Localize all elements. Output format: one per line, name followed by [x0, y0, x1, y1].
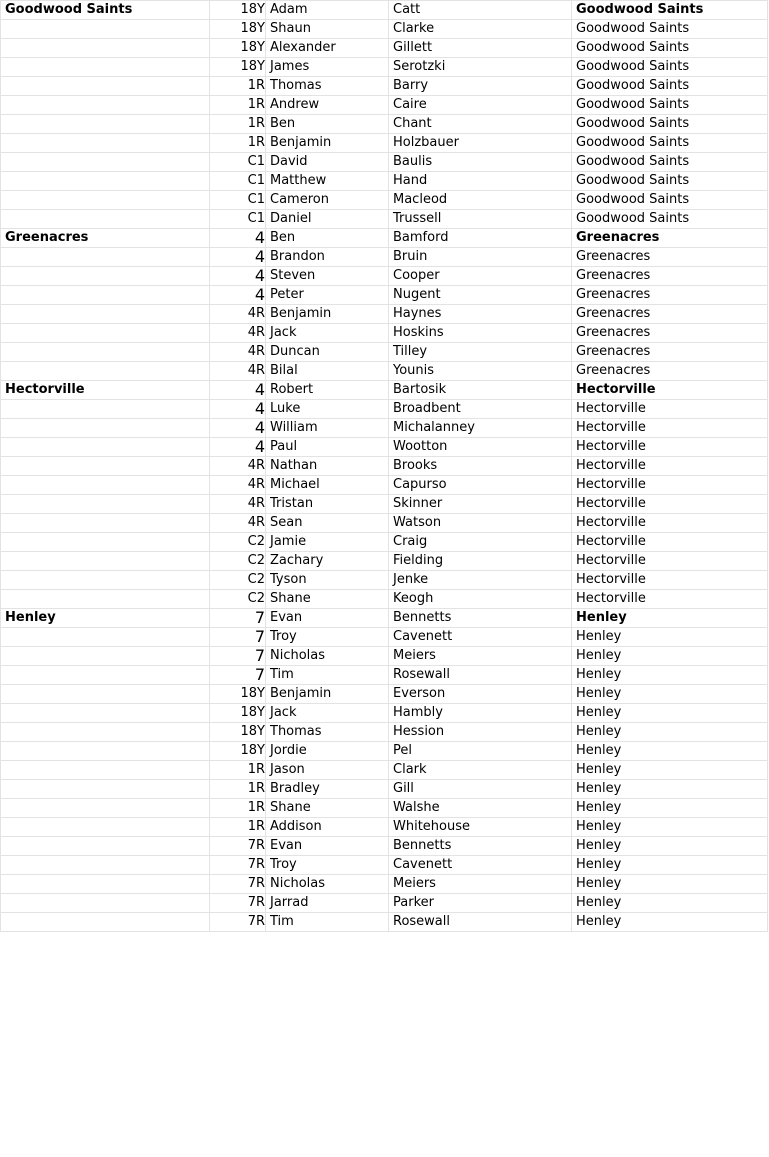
table-row — [1, 856, 768, 875]
team-name-cell[interactable] — [1, 248, 210, 267]
first-name-cell[interactable]: Jarrad — [266, 894, 389, 913]
last-name-cell[interactable]: Craig — [389, 533, 572, 552]
grade-cell[interactable]: C1 — [210, 210, 266, 229]
club-cell[interactable]: Goodwood Saints — [572, 39, 768, 58]
table-row — [1, 647, 768, 666]
first-name-cell[interactable]: Alexander — [266, 39, 389, 58]
team-name-cell[interactable] — [1, 799, 210, 818]
grade-cell[interactable]: 7R — [210, 856, 266, 875]
last-name-cell[interactable]: Capurso — [389, 476, 572, 495]
club-cell[interactable]: Henley — [572, 799, 768, 818]
team-name-cell[interactable] — [1, 286, 210, 305]
table-row — [1, 172, 768, 191]
grade-cell[interactable]: 4R — [210, 457, 266, 476]
team-name-cell[interactable] — [1, 742, 210, 761]
last-name-cell[interactable]: Parker — [389, 894, 572, 913]
club-cell[interactable]: Goodwood Saints — [572, 1, 768, 20]
grade-cell[interactable]: 4 — [210, 381, 266, 400]
grade-cell[interactable]: 1R — [210, 780, 266, 799]
first-name-cell[interactable]: Shane — [266, 590, 389, 609]
team-name-cell[interactable] — [1, 856, 210, 875]
first-name-cell[interactable]: Tristan — [266, 495, 389, 514]
table-row — [1, 286, 768, 305]
club-cell[interactable]: Goodwood Saints — [572, 172, 768, 191]
first-name-cell[interactable]: David — [266, 153, 389, 172]
table-row — [1, 153, 768, 172]
last-name-cell[interactable]: Broadbent — [389, 400, 572, 419]
first-name-cell[interactable]: Benjamin — [266, 134, 389, 153]
table-row — [1, 704, 768, 723]
first-name-cell[interactable]: Ben — [266, 115, 389, 134]
first-name-cell[interactable]: Jason — [266, 761, 389, 780]
grade-cell[interactable]: 7 — [210, 666, 266, 685]
team-name-cell[interactable] — [1, 913, 210, 932]
club-cell[interactable]: Henley — [572, 818, 768, 837]
table-row — [1, 362, 768, 381]
club-cell[interactable]: Goodwood Saints — [572, 20, 768, 39]
table-row — [1, 609, 768, 628]
club-cell[interactable]: Henley — [572, 837, 768, 856]
last-name-cell[interactable]: Tilley — [389, 343, 572, 362]
first-name-cell[interactable]: Daniel — [266, 210, 389, 229]
last-name-cell[interactable]: Bennetts — [389, 609, 572, 628]
first-name-cell[interactable]: Shane — [266, 799, 389, 818]
club-cell[interactable]: Goodwood Saints — [572, 134, 768, 153]
last-name-cell[interactable]: Hession — [389, 723, 572, 742]
first-name-cell[interactable]: William — [266, 419, 389, 438]
table-row — [1, 780, 768, 799]
club-cell[interactable]: Hectorville — [572, 495, 768, 514]
team-name-cell[interactable] — [1, 704, 210, 723]
table-row — [1, 590, 768, 609]
first-name-cell[interactable]: Michael — [266, 476, 389, 495]
last-name-cell[interactable]: Cavenett — [389, 856, 572, 875]
first-name-cell[interactable]: Thomas — [266, 77, 389, 96]
last-name-cell[interactable]: Catt — [389, 1, 572, 20]
table-row — [1, 419, 768, 438]
club-cell[interactable]: Goodwood Saints — [572, 58, 768, 77]
table-row — [1, 267, 768, 286]
table-row — [1, 666, 768, 685]
club-cell[interactable]: Henley — [572, 628, 768, 647]
first-name-cell[interactable]: Peter — [266, 286, 389, 305]
team-name-cell[interactable]: Hectorville — [1, 381, 210, 400]
grade-cell[interactable]: 4R — [210, 514, 266, 533]
table-row — [1, 210, 768, 229]
table-row — [1, 134, 768, 153]
grade-cell[interactable]: 7R — [210, 875, 266, 894]
club-cell[interactable]: Goodwood Saints — [572, 191, 768, 210]
table-row — [1, 533, 768, 552]
first-name-cell[interactable]: Bilal — [266, 362, 389, 381]
team-name-cell[interactable] — [1, 628, 210, 647]
first-name-cell[interactable]: Tyson — [266, 571, 389, 590]
team-name-cell[interactable] — [1, 39, 210, 58]
club-cell[interactable]: Greenacres — [572, 267, 768, 286]
team-name-cell[interactable] — [1, 495, 210, 514]
grade-cell[interactable]: 4 — [210, 229, 266, 248]
first-name-cell[interactable]: Zachary — [266, 552, 389, 571]
club-cell[interactable]: Greenacres — [572, 362, 768, 381]
team-name-cell[interactable] — [1, 419, 210, 438]
club-cell[interactable]: Hectorville — [572, 438, 768, 457]
table-row — [1, 476, 768, 495]
team-name-cell[interactable] — [1, 723, 210, 742]
first-name-cell[interactable]: Luke — [266, 400, 389, 419]
team-name-cell[interactable] — [1, 324, 210, 343]
team-name-cell[interactable] — [1, 761, 210, 780]
last-name-cell[interactable]: Baulis — [389, 153, 572, 172]
last-name-cell[interactable]: Chant — [389, 115, 572, 134]
club-cell[interactable]: Greenacres — [572, 248, 768, 267]
club-cell[interactable]: Greenacres — [572, 324, 768, 343]
first-name-cell[interactable]: Troy — [266, 628, 389, 647]
grade-cell[interactable]: 18Y — [210, 742, 266, 761]
grade-cell[interactable]: 7R — [210, 913, 266, 932]
first-name-cell[interactable]: Jamie — [266, 533, 389, 552]
first-name-cell[interactable]: Jack — [266, 704, 389, 723]
table-row — [1, 400, 768, 419]
grade-cell[interactable]: C2 — [210, 533, 266, 552]
grade-cell[interactable]: C1 — [210, 172, 266, 191]
grade-cell[interactable]: 18Y — [210, 685, 266, 704]
last-name-cell[interactable]: Michalanney — [389, 419, 572, 438]
last-name-cell[interactable]: Skinner — [389, 495, 572, 514]
team-name-cell[interactable] — [1, 191, 210, 210]
table-row — [1, 305, 768, 324]
last-name-cell[interactable]: Hambly — [389, 704, 572, 723]
grade-cell[interactable]: 7 — [210, 609, 266, 628]
first-name-cell[interactable]: Evan — [266, 837, 389, 856]
table-row — [1, 723, 768, 742]
first-name-cell[interactable]: Tim — [266, 913, 389, 932]
club-cell[interactable]: Greenacres — [572, 286, 768, 305]
grade-cell[interactable]: 7R — [210, 837, 266, 856]
table-row — [1, 799, 768, 818]
team-name-cell[interactable] — [1, 210, 210, 229]
grade-cell[interactable]: 7R — [210, 894, 266, 913]
first-name-cell[interactable]: Nicholas — [266, 647, 389, 666]
last-name-cell[interactable]: Brooks — [389, 457, 572, 476]
club-cell[interactable]: Greenacres — [572, 305, 768, 324]
table-row — [1, 514, 768, 533]
team-name-cell[interactable] — [1, 647, 210, 666]
team-name-cell[interactable] — [1, 134, 210, 153]
club-cell[interactable]: Goodwood Saints — [572, 96, 768, 115]
table-row — [1, 1, 768, 20]
first-name-cell[interactable]: Nathan — [266, 457, 389, 476]
club-cell[interactable]: Hectorville — [572, 457, 768, 476]
first-name-cell[interactable]: Andrew — [266, 96, 389, 115]
table-row — [1, 20, 768, 39]
team-name-cell[interactable] — [1, 400, 210, 419]
grade-cell[interactable]: C2 — [210, 590, 266, 609]
table-row — [1, 39, 768, 58]
last-name-cell[interactable]: Whitehouse — [389, 818, 572, 837]
last-name-cell[interactable]: Gill — [389, 780, 572, 799]
first-name-cell[interactable]: Brandon — [266, 248, 389, 267]
grade-cell[interactable]: 1R — [210, 96, 266, 115]
grade-cell[interactable]: 1R — [210, 134, 266, 153]
grade-cell[interactable]: 1R — [210, 818, 266, 837]
team-name-cell[interactable] — [1, 685, 210, 704]
team-name-cell[interactable] — [1, 115, 210, 134]
team-name-cell[interactable] — [1, 476, 210, 495]
table-row — [1, 913, 768, 932]
club-cell[interactable]: Henley — [572, 666, 768, 685]
last-name-cell[interactable]: Rosewall — [389, 913, 572, 932]
last-name-cell[interactable]: Walshe — [389, 799, 572, 818]
last-name-cell[interactable]: Holzbauer — [389, 134, 572, 153]
club-cell[interactable]: Henley — [572, 856, 768, 875]
last-name-cell[interactable]: Meiers — [389, 647, 572, 666]
table-row — [1, 229, 768, 248]
team-name-cell[interactable]: Henley — [1, 609, 210, 628]
team-name-cell[interactable] — [1, 172, 210, 191]
last-name-cell[interactable]: Fielding — [389, 552, 572, 571]
team-name-cell[interactable] — [1, 457, 210, 476]
first-name-cell[interactable]: Nicholas — [266, 875, 389, 894]
grade-cell[interactable]: 18Y — [210, 723, 266, 742]
club-cell[interactable]: Goodwood Saints — [572, 210, 768, 229]
last-name-cell[interactable]: Bruin — [389, 248, 572, 267]
club-cell[interactable]: Hectorville — [572, 571, 768, 590]
grade-cell[interactable]: 18Y — [210, 20, 266, 39]
grade-cell[interactable]: 18Y — [210, 39, 266, 58]
last-name-cell[interactable]: Bartosik — [389, 381, 572, 400]
table-row — [1, 894, 768, 913]
last-name-cell[interactable]: Macleod — [389, 191, 572, 210]
team-name-cell[interactable] — [1, 96, 210, 115]
first-name-cell[interactable]: Matthew — [266, 172, 389, 191]
last-name-cell[interactable]: Nugent — [389, 286, 572, 305]
grade-cell[interactable]: 1R — [210, 761, 266, 780]
club-cell[interactable]: Greenacres — [572, 229, 768, 248]
table-row — [1, 742, 768, 761]
team-name-cell[interactable] — [1, 153, 210, 172]
grade-cell[interactable]: 1R — [210, 115, 266, 134]
club-cell[interactable]: Henley — [572, 609, 768, 628]
first-name-cell[interactable]: Robert — [266, 381, 389, 400]
club-cell[interactable]: Henley — [572, 723, 768, 742]
team-name-cell[interactable] — [1, 58, 210, 77]
grade-cell[interactable]: C2 — [210, 552, 266, 571]
first-name-cell[interactable]: Sean — [266, 514, 389, 533]
table-row — [1, 58, 768, 77]
first-name-cell[interactable]: Ben — [266, 229, 389, 248]
grade-cell[interactable]: 7 — [210, 647, 266, 666]
first-name-cell[interactable]: James — [266, 58, 389, 77]
team-name-cell[interactable] — [1, 305, 210, 324]
grade-cell[interactable]: C1 — [210, 153, 266, 172]
last-name-cell[interactable]: Cooper — [389, 267, 572, 286]
club-cell[interactable]: Henley — [572, 704, 768, 723]
grade-cell[interactable]: 4 — [210, 400, 266, 419]
club-cell[interactable]: Henley — [572, 875, 768, 894]
club-cell[interactable]: Hectorville — [572, 381, 768, 400]
grade-cell[interactable]: 18Y — [210, 704, 266, 723]
first-name-cell[interactable]: Cameron — [266, 191, 389, 210]
first-name-cell[interactable]: Shaun — [266, 20, 389, 39]
team-name-cell[interactable] — [1, 894, 210, 913]
grade-cell[interactable]: 1R — [210, 799, 266, 818]
last-name-cell[interactable]: Haynes — [389, 305, 572, 324]
table-row — [1, 495, 768, 514]
last-name-cell[interactable]: Clarke — [389, 20, 572, 39]
table-row — [1, 381, 768, 400]
table-row — [1, 457, 768, 476]
team-name-cell[interactable] — [1, 533, 210, 552]
grade-cell[interactable]: 4 — [210, 419, 266, 438]
table-row — [1, 837, 768, 856]
last-name-cell[interactable]: Caire — [389, 96, 572, 115]
club-cell[interactable]: Goodwood Saints — [572, 115, 768, 134]
table-row — [1, 438, 768, 457]
last-name-cell[interactable]: Gillett — [389, 39, 572, 58]
table-row — [1, 685, 768, 704]
team-name-cell[interactable] — [1, 571, 210, 590]
club-cell[interactable]: Henley — [572, 742, 768, 761]
first-name-cell[interactable]: Jordie — [266, 742, 389, 761]
grade-cell[interactable]: 4 — [210, 438, 266, 457]
last-name-cell[interactable]: Hand — [389, 172, 572, 191]
first-name-cell[interactable]: Benjamin — [266, 685, 389, 704]
club-cell[interactable]: Goodwood Saints — [572, 153, 768, 172]
first-name-cell[interactable]: Paul — [266, 438, 389, 457]
last-name-cell[interactable]: Keogh — [389, 590, 572, 609]
team-name-cell[interactable]: Greenacres — [1, 229, 210, 248]
club-cell[interactable]: Hectorville — [572, 476, 768, 495]
last-name-cell[interactable]: Younis — [389, 362, 572, 381]
last-name-cell[interactable]: Serotzki — [389, 58, 572, 77]
first-name-cell[interactable]: Tim — [266, 666, 389, 685]
first-name-cell[interactable]: Steven — [266, 267, 389, 286]
grade-cell[interactable]: 4R — [210, 495, 266, 514]
club-cell[interactable]: Greenacres — [572, 343, 768, 362]
club-cell[interactable]: Hectorville — [572, 552, 768, 571]
grade-cell[interactable]: 4R — [210, 362, 266, 381]
team-name-cell[interactable] — [1, 666, 210, 685]
grade-cell[interactable]: C1 — [210, 191, 266, 210]
team-name-cell[interactable] — [1, 77, 210, 96]
table-row — [1, 875, 768, 894]
first-name-cell[interactable]: Addison — [266, 818, 389, 837]
table-row — [1, 761, 768, 780]
team-name-cell[interactable] — [1, 552, 210, 571]
table-row — [1, 77, 768, 96]
last-name-cell[interactable]: Hoskins — [389, 324, 572, 343]
grade-cell[interactable]: C2 — [210, 571, 266, 590]
team-name-cell[interactable] — [1, 362, 210, 381]
table-row — [1, 96, 768, 115]
last-name-cell[interactable]: Barry — [389, 77, 572, 96]
grade-cell[interactable]: 4 — [210, 267, 266, 286]
table-row — [1, 628, 768, 647]
table-row — [1, 324, 768, 343]
team-name-cell[interactable] — [1, 818, 210, 837]
grade-cell[interactable]: 4 — [210, 248, 266, 267]
last-name-cell[interactable]: Meiers — [389, 875, 572, 894]
team-name-cell[interactable] — [1, 875, 210, 894]
club-cell[interactable]: Henley — [572, 913, 768, 932]
last-name-cell[interactable]: Everson — [389, 685, 572, 704]
club-cell[interactable]: Henley — [572, 761, 768, 780]
last-name-cell[interactable]: Cavenett — [389, 628, 572, 647]
team-name-cell[interactable] — [1, 590, 210, 609]
team-name-cell[interactable]: Goodwood Saints — [1, 1, 210, 20]
grade-cell[interactable]: 4R — [210, 324, 266, 343]
last-name-cell[interactable]: Clark — [389, 761, 572, 780]
first-name-cell[interactable]: Jack — [266, 324, 389, 343]
club-cell[interactable]: Hectorville — [572, 533, 768, 552]
team-name-cell[interactable] — [1, 20, 210, 39]
table-row — [1, 115, 768, 134]
first-name-cell[interactable]: Thomas — [266, 723, 389, 742]
last-name-cell[interactable]: Trussell — [389, 210, 572, 229]
grade-cell[interactable]: 4 — [210, 286, 266, 305]
team-name-cell[interactable] — [1, 514, 210, 533]
first-name-cell[interactable]: Evan — [266, 609, 389, 628]
table-row — [1, 552, 768, 571]
first-name-cell[interactable]: Duncan — [266, 343, 389, 362]
table-row — [1, 818, 768, 837]
team-name-cell[interactable] — [1, 267, 210, 286]
first-name-cell[interactable]: Troy — [266, 856, 389, 875]
last-name-cell[interactable]: Pel — [389, 742, 572, 761]
first-name-cell[interactable]: Bradley — [266, 780, 389, 799]
club-cell[interactable]: Henley — [572, 647, 768, 666]
table-row — [1, 191, 768, 210]
grade-cell[interactable]: 18Y — [210, 1, 266, 20]
last-name-cell[interactable]: Rosewall — [389, 666, 572, 685]
table-row — [1, 248, 768, 267]
grade-cell[interactable]: 4R — [210, 343, 266, 362]
first-name-cell[interactable]: Adam — [266, 1, 389, 20]
last-name-cell[interactable]: Bennetts — [389, 837, 572, 856]
table-row — [1, 571, 768, 590]
club-cell[interactable]: Henley — [572, 894, 768, 913]
club-cell[interactable]: Hectorville — [572, 514, 768, 533]
table-row — [1, 343, 768, 362]
roster-body — [1, 1, 768, 932]
grade-cell[interactable]: 18Y — [210, 58, 266, 77]
grade-cell[interactable]: 4R — [210, 476, 266, 495]
grade-cell[interactable]: 7 — [210, 628, 266, 647]
last-name-cell[interactable]: Jenke — [389, 571, 572, 590]
grade-cell[interactable]: 1R — [210, 77, 266, 96]
last-name-cell[interactable]: Watson — [389, 514, 572, 533]
club-cell[interactable]: Henley — [572, 685, 768, 704]
team-name-cell[interactable] — [1, 780, 210, 799]
first-name-cell[interactable]: Benjamin — [266, 305, 389, 324]
club-cell[interactable]: Hectorville — [572, 590, 768, 609]
team-name-cell[interactable] — [1, 837, 210, 856]
grade-cell[interactable]: 4R — [210, 305, 266, 324]
club-cell[interactable]: Henley — [572, 780, 768, 799]
last-name-cell[interactable]: Bamford — [389, 229, 572, 248]
club-cell[interactable]: Hectorville — [572, 400, 768, 419]
team-name-cell[interactable] — [1, 438, 210, 457]
club-cell[interactable]: Hectorville — [572, 419, 768, 438]
last-name-cell[interactable]: Wootton — [389, 438, 572, 457]
club-cell[interactable]: Goodwood Saints — [572, 77, 768, 96]
team-name-cell[interactable] — [1, 343, 210, 362]
